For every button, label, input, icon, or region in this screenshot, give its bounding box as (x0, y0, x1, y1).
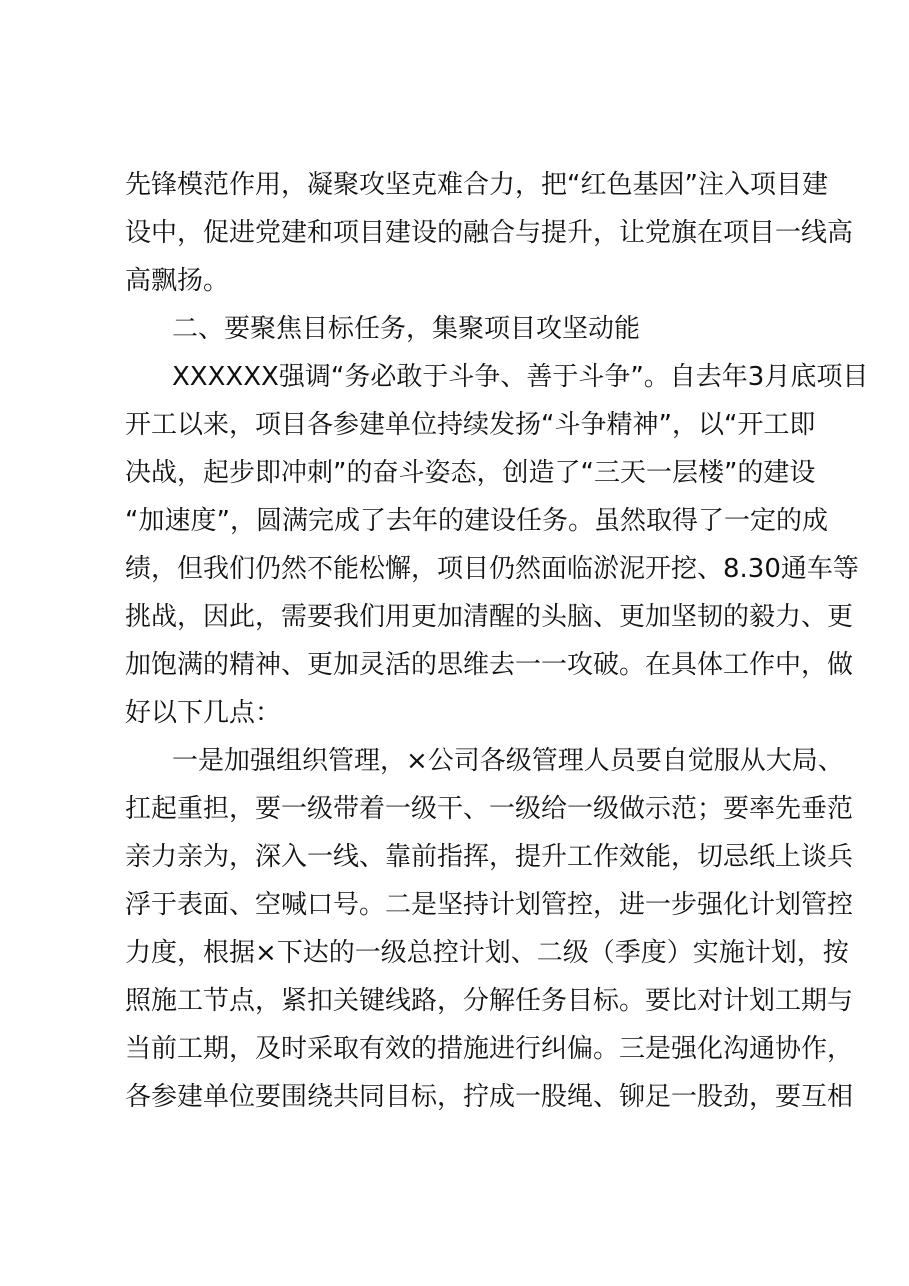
text-line: 绩，但我们仍然不能松懈，项目仍然面临淤泥开挖、8.30通车等 (125, 554, 859, 584)
text-line: 决战，起步即冲刺”的奋斗姿态，创造了“三天一层楼”的建设 (125, 458, 816, 488)
text-line: 亲力亲为，深入一线、靠前指挥，提升工作效能，切忌纸上谈兵 (125, 842, 854, 872)
text-line: 加饱满的精神、更加灵活的思维去一一攻破。在具体工作中，做 (125, 650, 854, 680)
text-line: 一是加强组织管理，×公司各级管理人员要自觉服从大局、 (172, 746, 844, 776)
text-line: 照施工节点，紧扣关键线路，分解任务目标。要比对计划工期与 (125, 986, 854, 1016)
text-line: 力度，根据×下达的一级总控计划、二级（季度）实施计划，按 (125, 938, 849, 968)
text-line: 开工以来，项目各参建单位持续发扬“斗争精神”，以“开工即 (125, 410, 816, 440)
text-line: 高飘扬。 (125, 266, 230, 296)
section-heading: 二、要聚焦目标任务，集聚项目攻坚动能 (172, 314, 641, 344)
text-line: 好以下几点： (125, 698, 282, 728)
text-line: 当前工期，及时采取有效的措施进行纠偏。三是强化沟通协作， (125, 1034, 854, 1064)
text-line: 各参建单位要围绕共同目标，拧成一股绳、铆足一股劲，要互相 (125, 1082, 854, 1112)
text-line: 先锋模范作用，凝聚攻坚克难合力，把“红色基因”注入项目建 (125, 170, 828, 200)
text-line: 扛起重担，要一级带着一级干、一级给一级做示范；要率先垂范 (125, 794, 854, 824)
text-line: XXXXXX强调“务必敢于斗争、善于斗争”。自去年3月底项目 (172, 362, 869, 392)
text-line: 设中，促进党建和项目建设的融合与提升，让党旗在项目一线高 (125, 218, 854, 248)
text-line: 浮于表面、空喊口号。二是坚持计划管控，进一步强化计划管控 (125, 890, 854, 920)
text-line: “加速度”，圆满完成了去年的建设任务。虽然取得了一定的成 (125, 506, 828, 536)
text-line: 挑战，因此，需要我们用更加清醒的头脑、更加坚韧的毅力、更 (125, 602, 854, 632)
